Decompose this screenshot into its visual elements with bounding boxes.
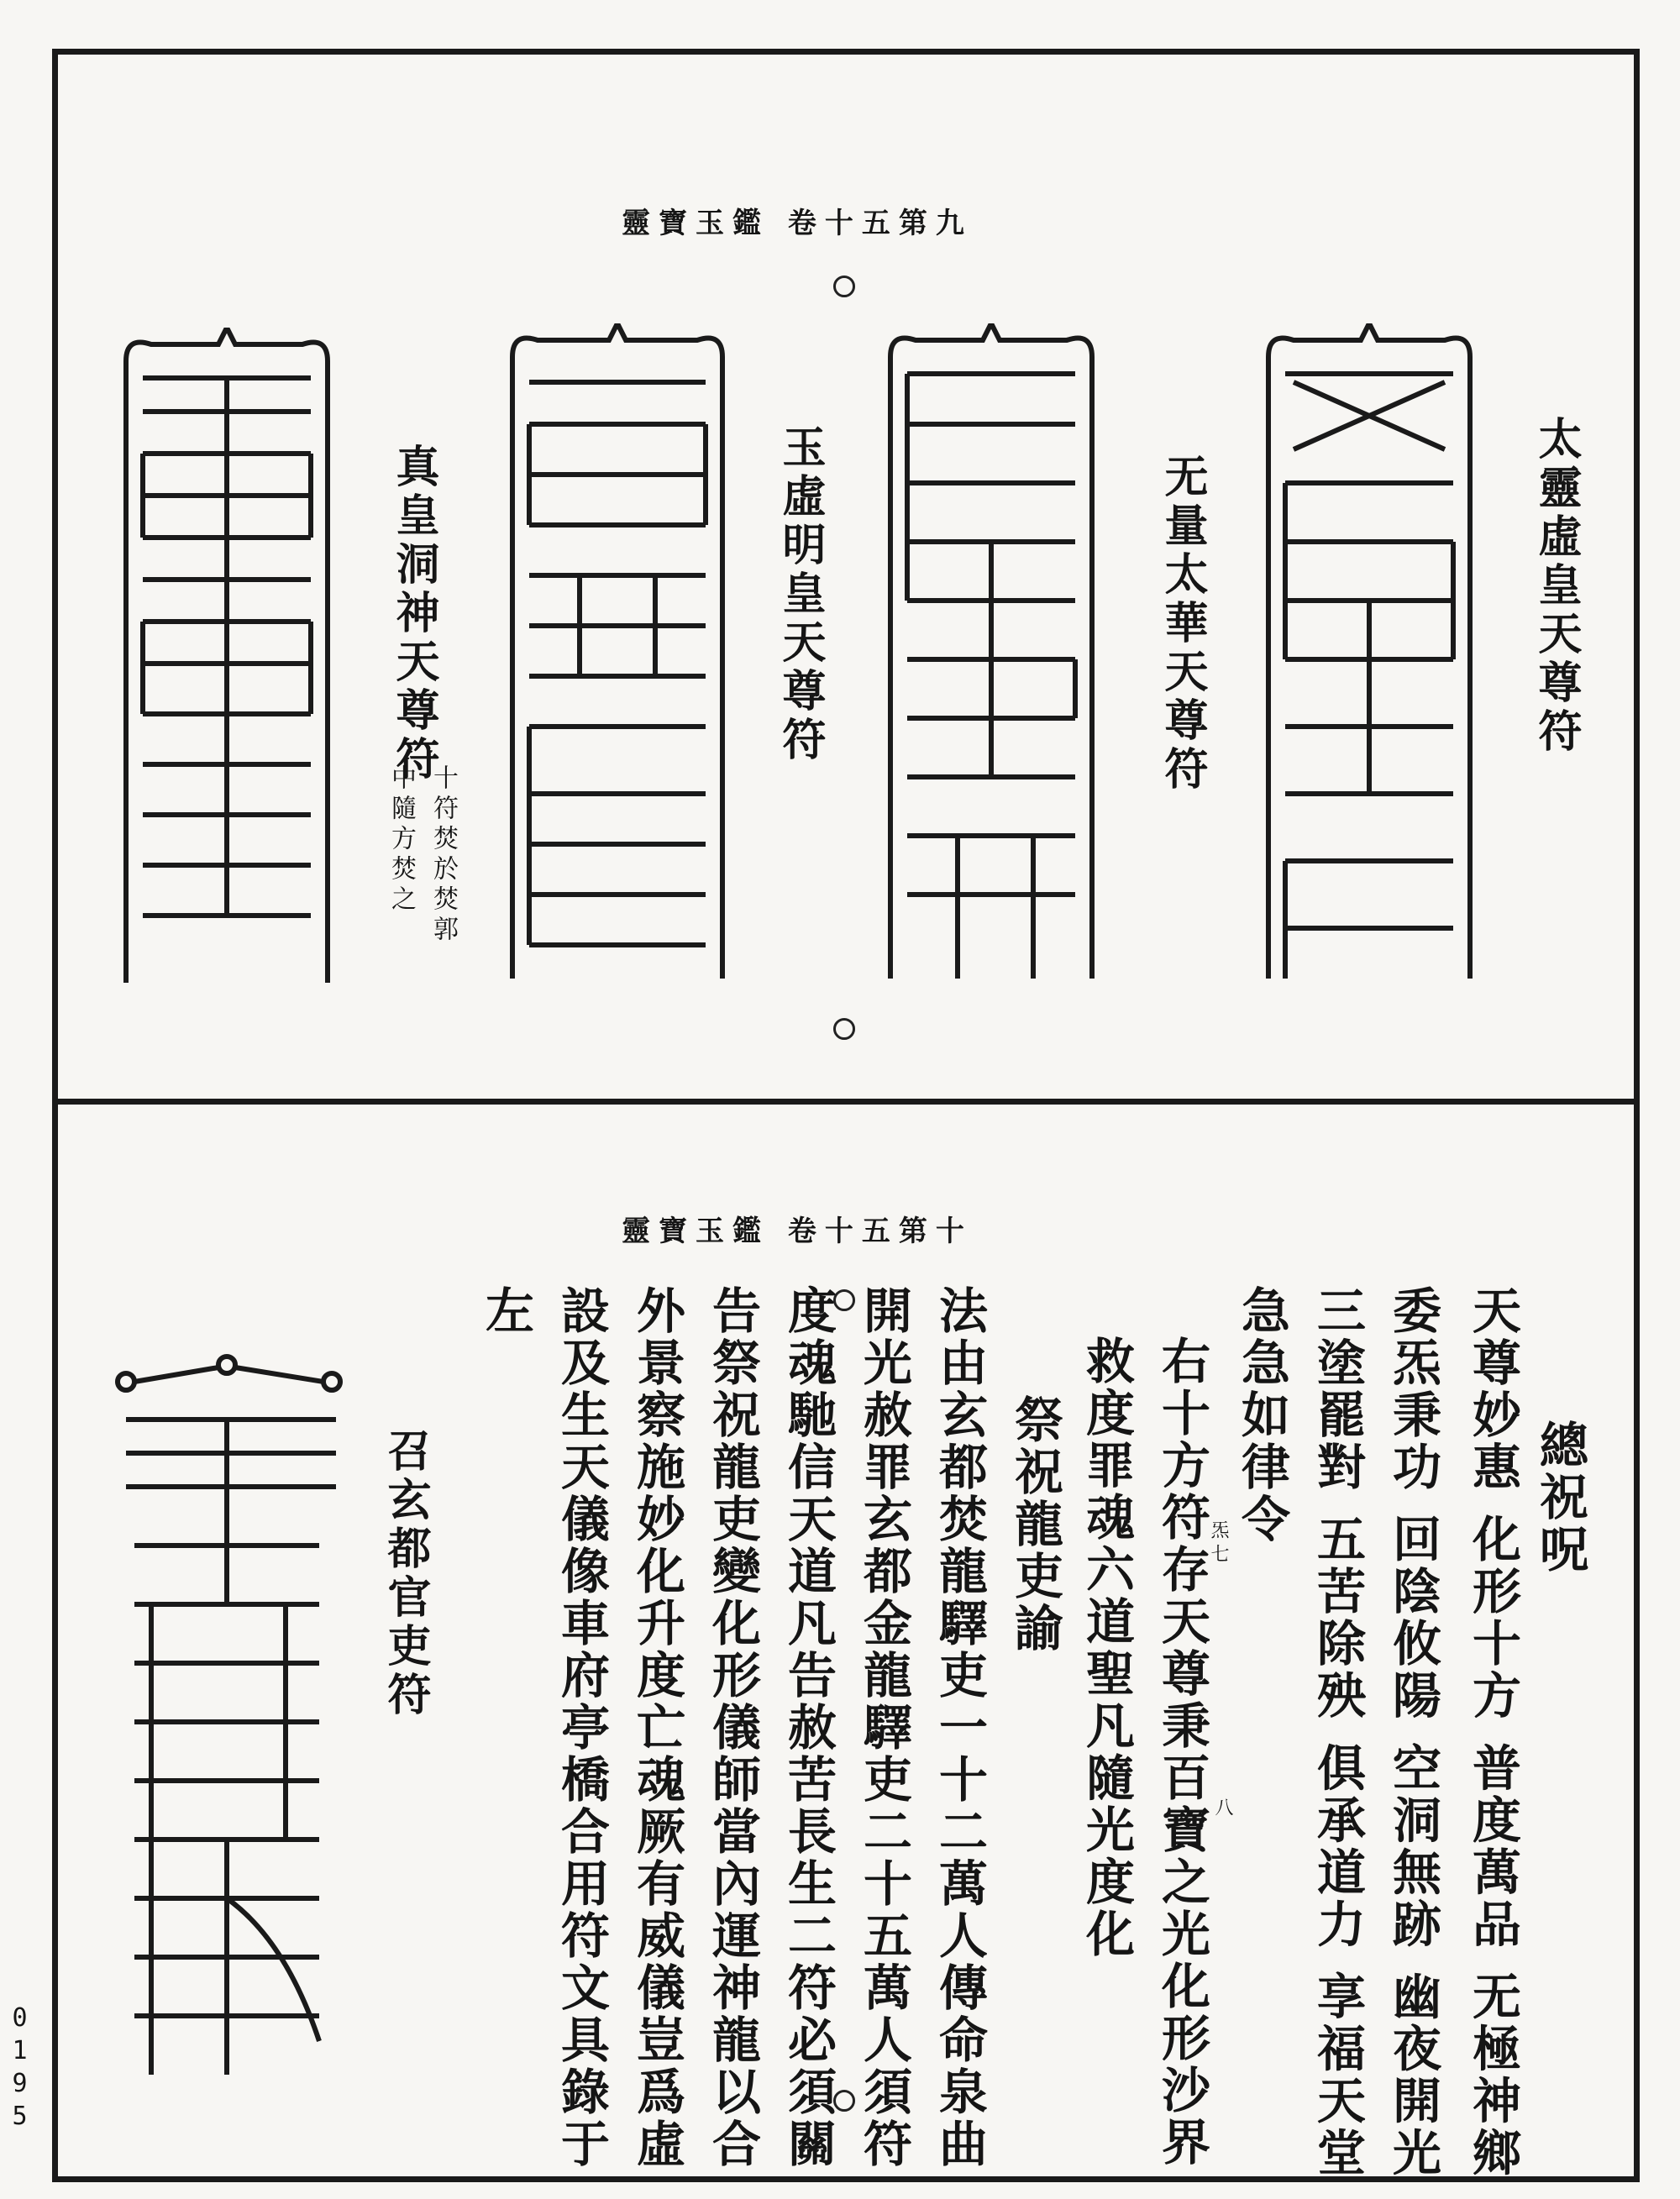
talisman-2-title: 无量太華天尊符 [1157, 454, 1208, 795]
text-column: 左 [477, 1285, 534, 1337]
talisman-3-drawing [504, 323, 731, 995]
text-column: 救度罪魂六道聖凡隨光度化 [1078, 1336, 1135, 1960]
talisman-4-title: 真皇洞神天尊符 [388, 443, 439, 785]
text-column: 開光赦罪玄都金龍驛吏二十五萬人須符 [855, 1285, 912, 2170]
bottom-talisman-title: 召玄都官吏符 [380, 1428, 431, 1720]
punctuation-circle [833, 276, 855, 297]
talisman-4-note-line-1: 十符焚於焚郭 [428, 764, 458, 946]
text-column: 度魂馳信天道凡告赦苦長生二符必須關 [780, 1285, 837, 2170]
panel-divider [52, 1099, 1640, 1105]
text-column: 告祭祝龍吏變化形儀師當內運神龍以合 [704, 1285, 761, 2170]
punctuation-circle [833, 1018, 855, 1040]
page-number: 0195 [5, 2003, 34, 2134]
top-panel-header: 靈寶玉鑑 卷十五第九 [622, 207, 973, 240]
margin-note: 八 [1212, 1798, 1233, 1821]
section-heading-2: 祭祝龍吏諭 [1006, 1394, 1063, 1655]
punctuation-circle [833, 2090, 855, 2112]
talisman-4-note-line-2: 中隨方焚之 [386, 764, 416, 916]
talisman-1-drawing [1260, 323, 1478, 995]
talisman-4-drawing [118, 328, 336, 1000]
talisman-3-title: 玉虛明皇天尊符 [774, 424, 826, 765]
text-column: 委炁秉功 回陰攸陽 空洞無跡 幽夜開光 [1384, 1285, 1441, 2180]
text-column: 法由玄都焚龍驛吏一十二萬人傳命泉曲 [931, 1285, 988, 2170]
text-column: 設及生天儀像車府亭橋合用符文具錄于 [553, 1285, 610, 2170]
punctuation-circle [833, 1289, 855, 1311]
bottom-panel-header: 靈寶玉鑑 卷十五第十 [622, 1215, 973, 1248]
margin-note: 炁七 [1208, 1520, 1229, 1567]
text-column: 天尊妙惠 化形十方 普度萬品 无極神鄉 [1464, 1285, 1521, 2180]
section-heading-1: 總祝呪 [1531, 1420, 1588, 1576]
text-column: 外景察施妙化升度亡魂厥有威儀豈爲虛 [628, 1285, 685, 2170]
text-column: 急急如律令 [1233, 1285, 1290, 1546]
text-column: 右十方符存天尊秉百寶之光化形沙界 [1153, 1336, 1210, 2169]
talisman-1-title: 太靈虛皇天尊符 [1530, 416, 1582, 757]
bottom-talisman-drawing [101, 1352, 353, 2083]
text-column: 三塗罷對 五苦除殃 俱承道力 享福天堂 [1309, 1285, 1366, 2180]
talisman-2-drawing [882, 323, 1100, 995]
